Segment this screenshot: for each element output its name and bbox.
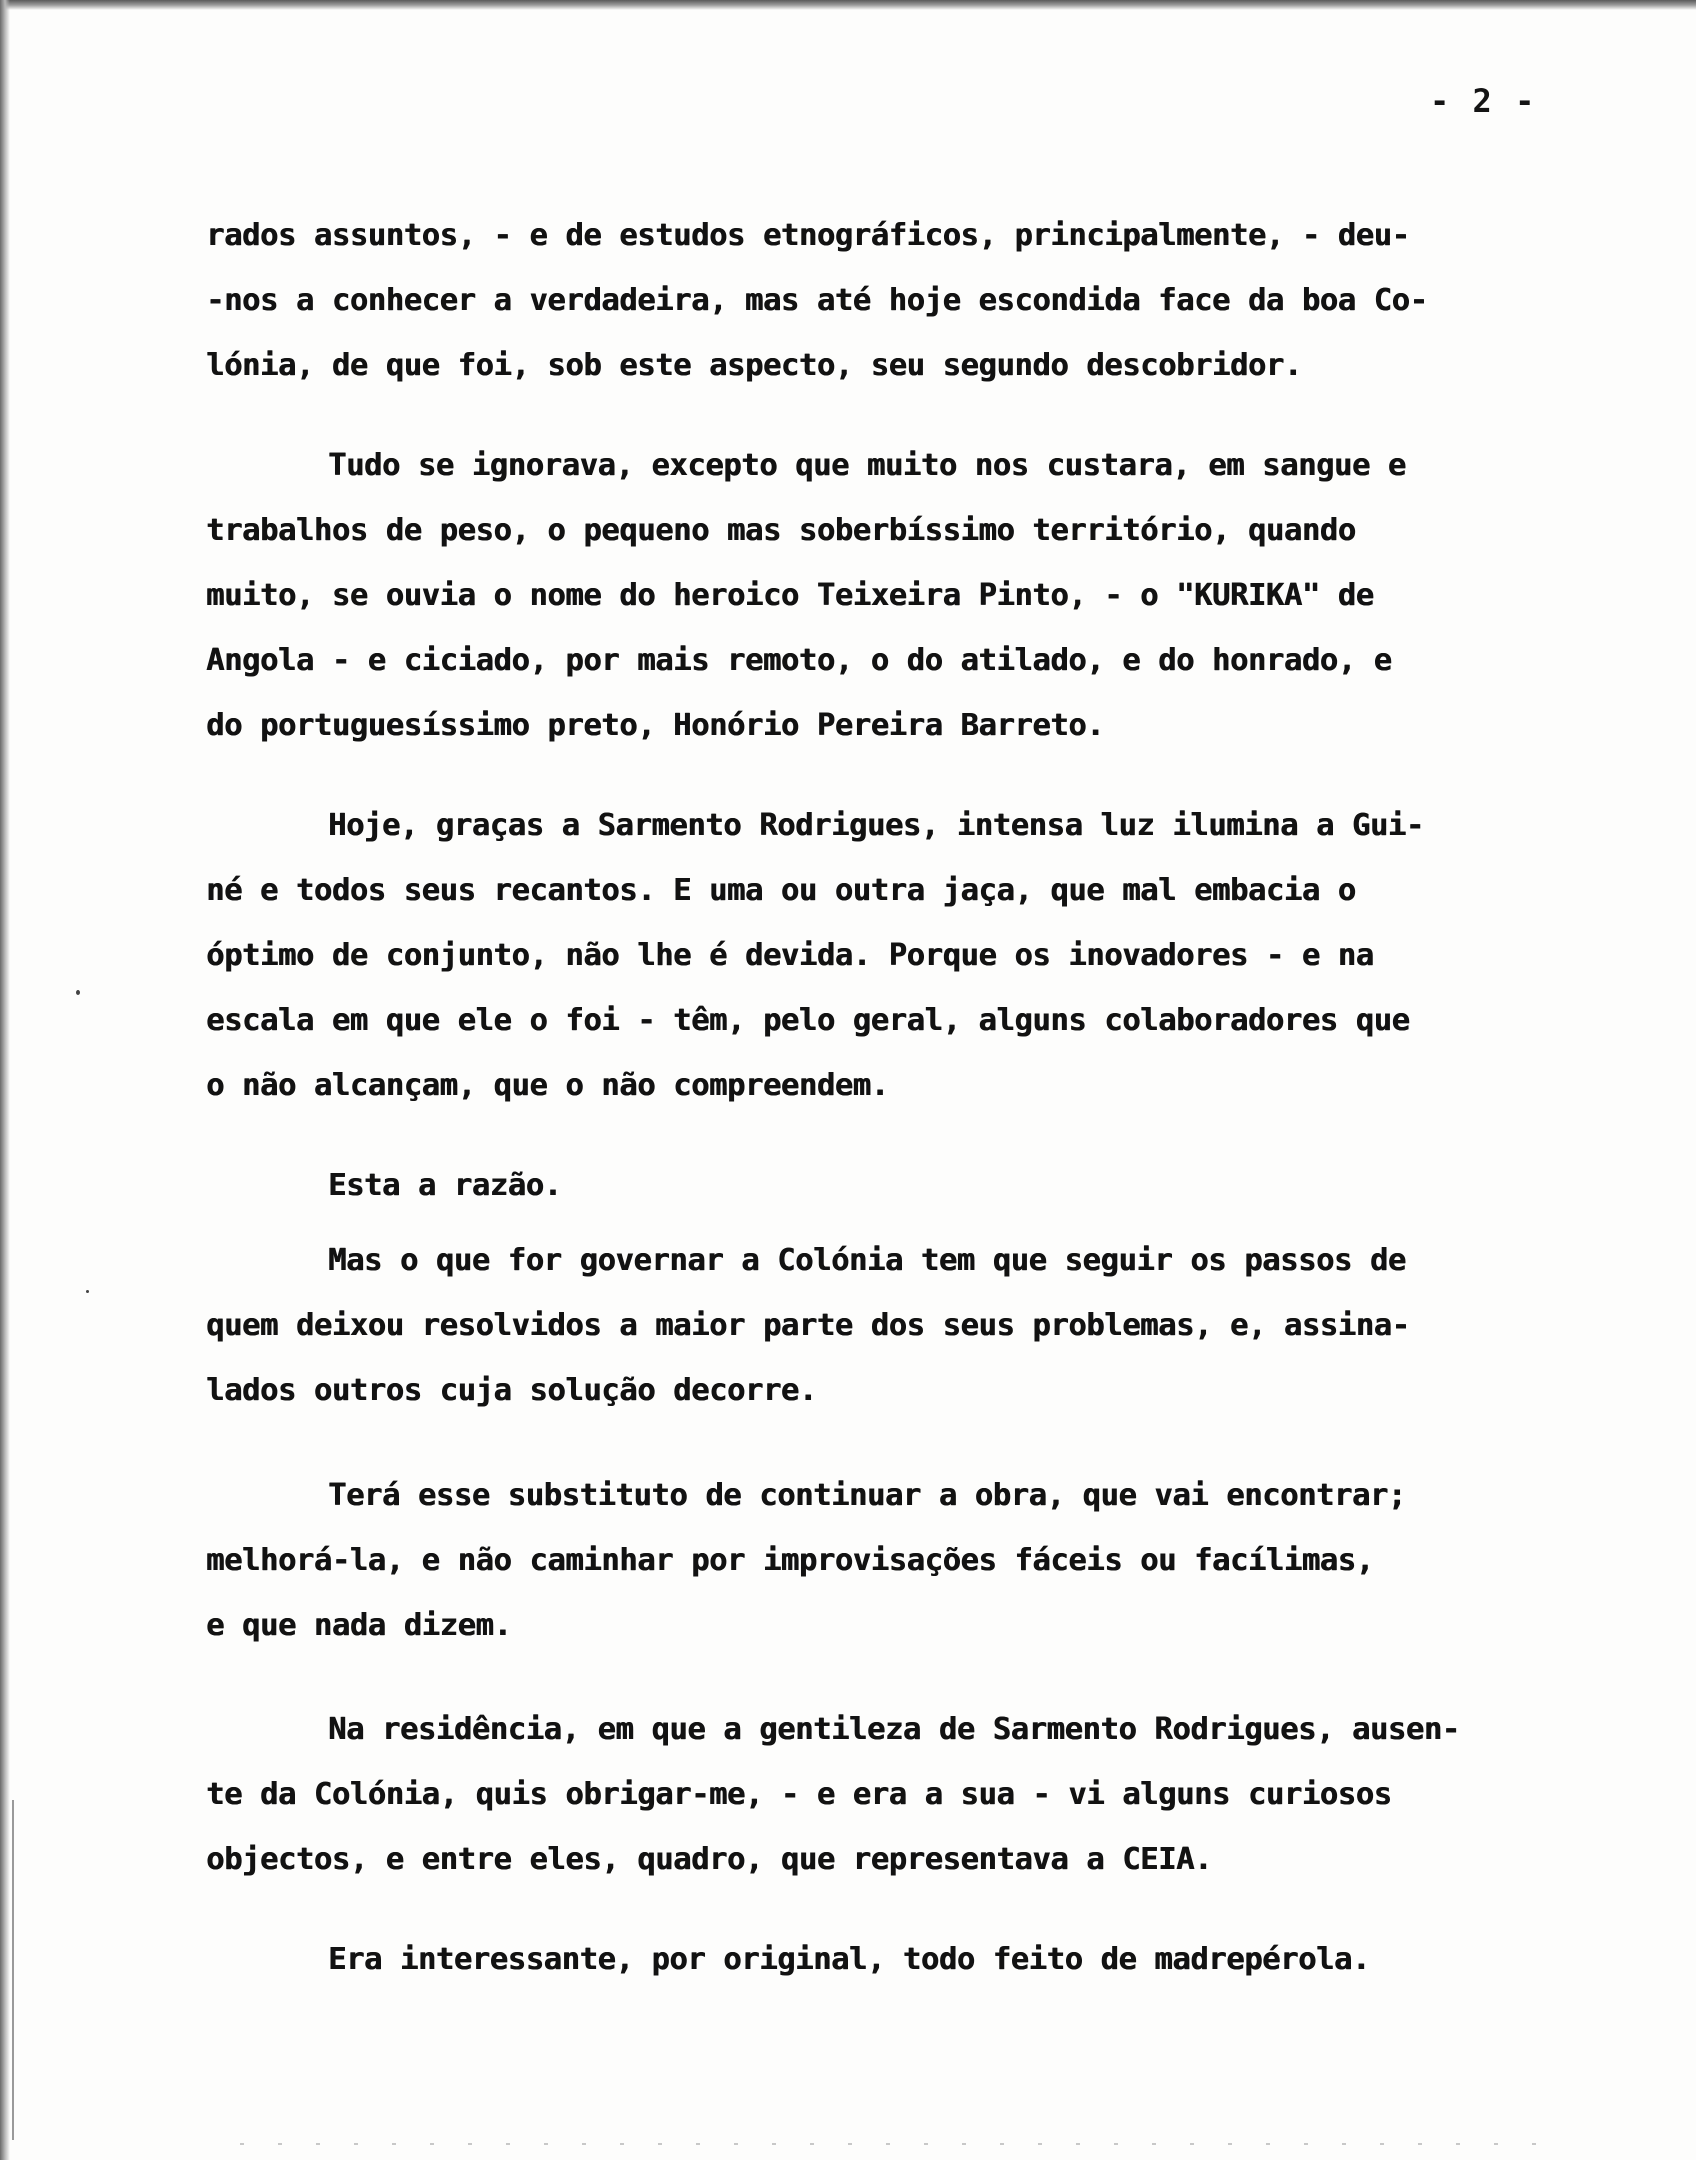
scan-left-line xyxy=(12,1800,14,2140)
text-line: o não alcançam, que o não compreendem. xyxy=(206,1068,889,1103)
text-line: né e todos seus recantos. E uma ou outra jaça, que mal embacia o xyxy=(206,873,1356,908)
scan-speck xyxy=(76,990,80,995)
text-line: Era interessante, por original, todo feito de madrepérola. xyxy=(328,1942,1370,1977)
text-line: muito, se ouvia o nome do heroico Teixeira Pinto, - o "KURIKA" de xyxy=(206,578,1374,613)
text-line: objectos, e entre eles, quadro, que representava a CEIA. xyxy=(206,1842,1212,1877)
text-line: lónia, de que foi, sob este aspecto, seu segundo descobridor. xyxy=(206,348,1302,383)
text-line: Terá esse substituto de continuar a obra, que vai encontrar; xyxy=(328,1478,1406,1513)
text-line: rados assuntos, - e de estudos etnográficos, principalmente, - deu- xyxy=(206,218,1410,253)
text-line: te da Colónia, quis obrigar-me, - e era a sua - vi alguns curiosos xyxy=(206,1777,1392,1812)
text-line: Hoje, graças a Sarmento Rodrigues, intensa luz ilumina a Gui- xyxy=(328,808,1424,843)
scan-speck xyxy=(86,1290,89,1293)
text-line: quem deixou resolvidos a maior parte dos seus problemas, e, assina- xyxy=(206,1308,1410,1343)
text-line: Angola - e ciciado, por mais remoto, o do atilado, e do honrado, e xyxy=(206,643,1392,678)
scan-bottom-noise xyxy=(240,2143,1540,2145)
page-number: - 2 - xyxy=(1430,82,1537,120)
text-line: escala em que ele o foi - têm, pelo geral, alguns colaboradores que xyxy=(206,1003,1410,1038)
text-line: trabalhos de peso, o pequeno mas soberbíssimo território, quando xyxy=(206,513,1356,548)
text-line: e que nada dizem. xyxy=(206,1608,512,1643)
text-line: -nos a conhecer a verdadeira, mas até hoje escondida face da boa Co- xyxy=(206,283,1428,318)
text-line: do portuguesíssimo preto, Honório Pereira Barreto. xyxy=(206,708,1105,743)
text-line: Esta a razão. xyxy=(328,1168,562,1203)
text-line: Na residência, em que a gentileza de Sarmento Rodrigues, ausen- xyxy=(328,1712,1460,1747)
text-line: Tudo se ignorava, excepto que muito nos custara, em sangue e xyxy=(328,448,1406,483)
text-line: lados outros cuja solução decorre. xyxy=(206,1373,817,1408)
scan-top-edge xyxy=(0,0,1696,10)
scan-left-edge xyxy=(0,0,10,2160)
text-line: Mas o que for governar a Colónia tem que seguir os passos de xyxy=(328,1243,1406,1278)
text-line: óptimo de conjunto, não lhe é devida. Porque os inovadores - e na xyxy=(206,938,1374,973)
text-line: melhorá-la, e não caminhar por improvisações fáceis ou facílimas, xyxy=(206,1543,1374,1578)
